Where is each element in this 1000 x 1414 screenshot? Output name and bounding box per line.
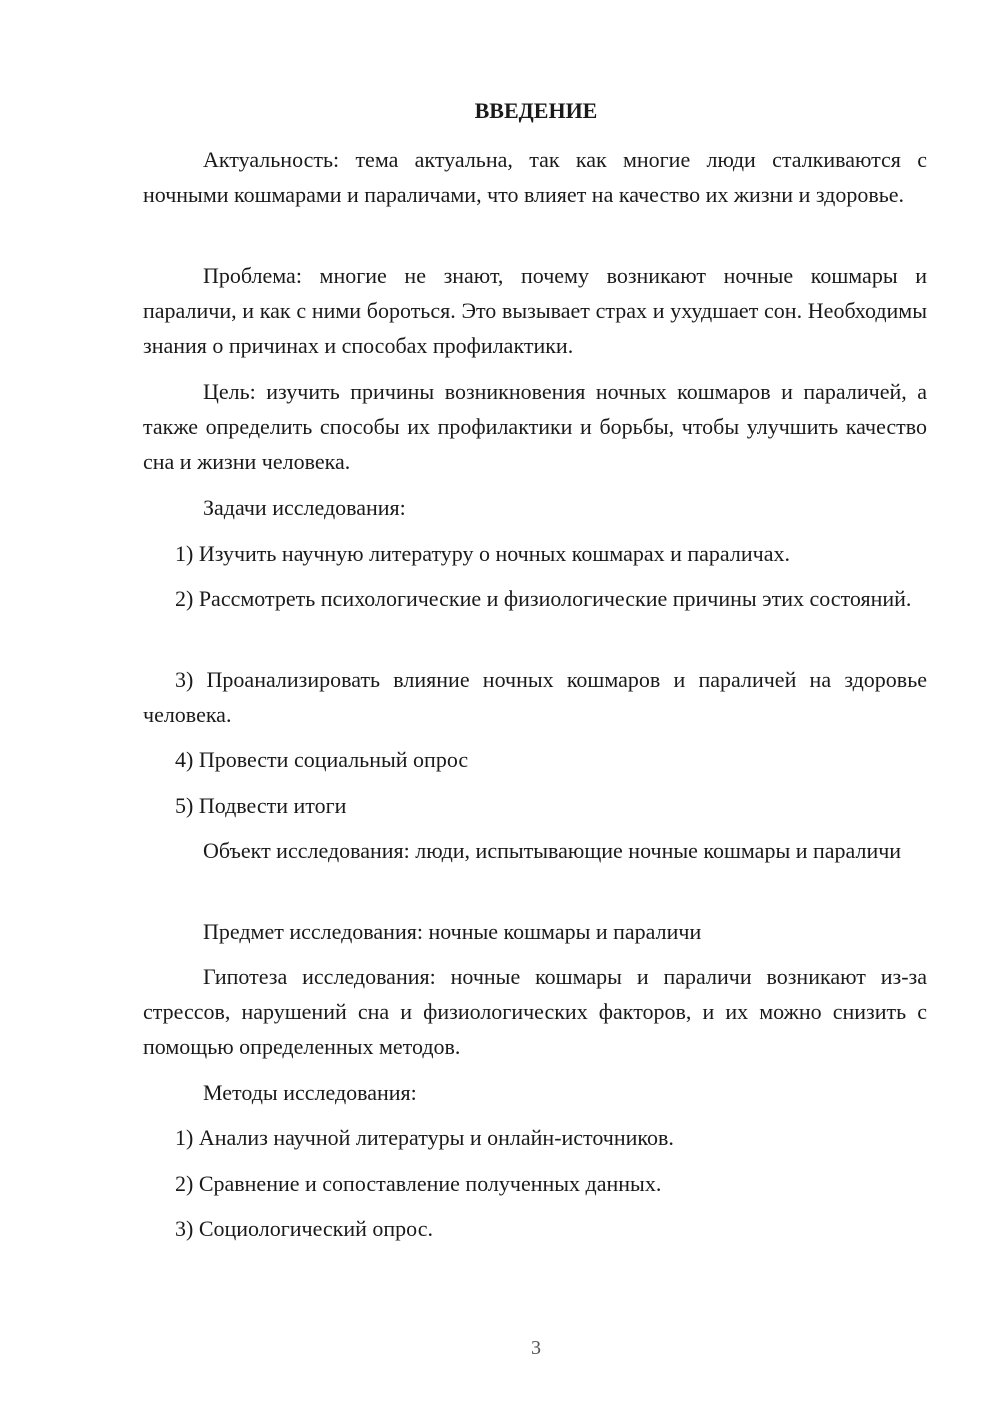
paragraph-hypothesis: Гипотеза исследования: ночные кошмары и параличи возникают из-за стрессов, нарушений сна и физиологических факторов, и их можно снизить с помощью определенных методов. [143, 964, 927, 1059]
paragraph-tasks-heading: Задачи исследования: [203, 495, 406, 520]
list-item-method-3: 3) Социологический опрос. [175, 1216, 433, 1241]
paragraph-relevance: Актуальность: тема актуальна, так как многие люди сталкиваются с ночными кошмарами и параличами, что влияет на качество их жизни и здоровье. [143, 147, 927, 207]
paragraph-goal: Цель: изучить причины возникновения ночных кошмаров и параличей, а также определить способы их профилактики и борьбы, чтобы улучшить качество сна и жизни человека. [143, 379, 927, 474]
list-item-task-2: 2) Рассмотреть психологические и физиологические причины этих состояний. [175, 586, 912, 611]
page-number: 3 [531, 1337, 541, 1359]
section-title: ВВЕДЕНИЕ [474, 98, 598, 123]
list-item-method-1: 1) Анализ научной литературы и онлайн-источников. [175, 1125, 674, 1150]
paragraph-problem: Проблема: многие не знают, почему возникают ночные кошмары и параличи, и как с ними бороться. Это вызывает страх и ухудшает сон. Необходимы знания о причинах и способах профилактики. [143, 263, 927, 358]
paragraph-object: Объект исследования: люди, испытывающие ночные кошмары и параличи [203, 838, 902, 863]
list-item-method-2: 2) Сравнение и сопоставление полученных данных. [175, 1171, 662, 1196]
list-item-task-5: 5) Подвести итоги [175, 793, 347, 818]
paragraph-methods-heading: Методы исследования: [203, 1080, 417, 1105]
list-item-task-1: 1) Изучить научную литературу о ночных кошмарах и параличах. [175, 541, 790, 566]
list-item-task-3: 3) Проанализировать влияние ночных кошмаров и параличей на здоровье человека. [143, 667, 927, 727]
paragraph-subject: Предмет исследования: ночные кошмары и параличи [203, 919, 702, 944]
list-item-task-4: 4) Провести социальный опрос [175, 747, 469, 772]
